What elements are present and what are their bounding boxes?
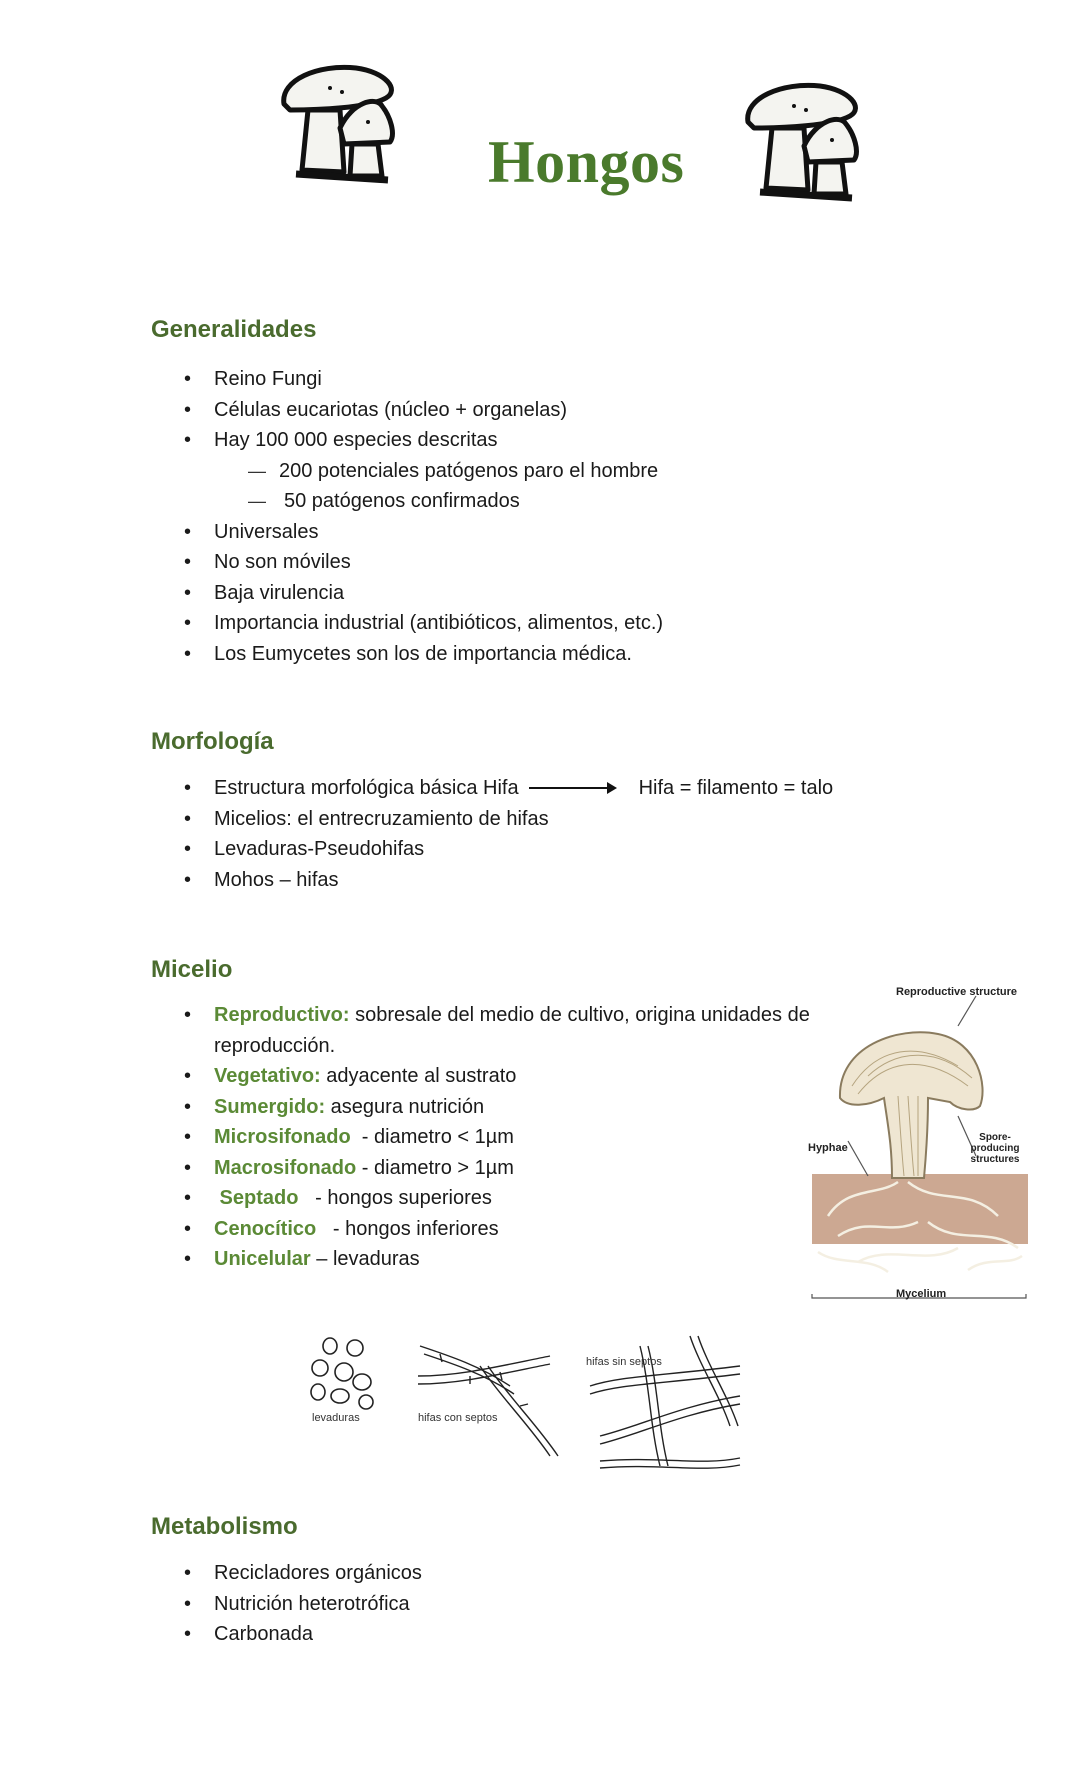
list-item: • Importancia industrial (antibióticos, alimentos, etc.) — [152, 608, 663, 639]
list-item: • Los Eumycetes son los de importancia médica. — [152, 639, 663, 670]
list-item: • Universales — [152, 517, 663, 548]
label-hifas-sin-septos: hifas sin septos — [586, 1356, 662, 1368]
list-item: • Levaduras-Pseudohifas — [152, 834, 833, 865]
list-item: • Carbonada — [152, 1619, 422, 1650]
list-item: • Reproductivo: sobresale del medio de cultivo, origina unidades de reproducción. — [152, 1000, 852, 1061]
list-item: • Reino Fungi — [152, 364, 663, 395]
arrow-result: Hifa = filamento = talo — [638, 777, 834, 799]
list-item: • Sumergido: asegura nutrición — [152, 1092, 852, 1123]
metabolismo-list — [152, 1558, 422, 1650]
sub-list-item: — 200 potenciales patógenos paro el hombre — [152, 456, 663, 487]
list-item: • Baja virulencia — [152, 578, 663, 609]
list-item: • Septado - hongos superiores — [152, 1183, 852, 1214]
mushroom-anatomy-figure — [808, 986, 1048, 1306]
list-item: • Micelios: el entrecruzamiento de hifas — [152, 804, 833, 835]
list-item: • Microsifonado - diametro < 1µm — [152, 1122, 852, 1153]
mushroom-left-icon — [278, 62, 423, 192]
hyphae-types-figure — [300, 1326, 750, 1476]
section-heading-metabolismo: Metabolismo — [151, 1513, 298, 1540]
morfologia-list — [152, 773, 833, 895]
list-item: • Nutrición heterotrófica — [152, 1589, 422, 1620]
micelio-list — [152, 1000, 852, 1275]
sub-list-item: — 50 patógenos confirmados — [152, 486, 663, 517]
label-levaduras: levaduras — [312, 1412, 360, 1424]
list-item: • Células eucariotas (núcleo + organelas) — [152, 395, 663, 426]
arrow-right-icon — [529, 787, 615, 789]
list-item: • Mohos – hifas — [152, 865, 833, 896]
mushroom-right-icon — [742, 80, 887, 210]
list-item: • Hay 100 000 especies descritas — [152, 425, 663, 456]
label-hyphae: Hyphae — [808, 1142, 848, 1154]
list-item: • No son móviles — [152, 547, 663, 578]
list-item: • Vegetativo: adyacente al sustrato — [152, 1061, 852, 1092]
section-heading-morfologia: Morfología — [151, 728, 274, 755]
label-hifas-con-septos: hifas con septos — [418, 1412, 498, 1424]
hyphae-types-drawing — [300, 1326, 750, 1476]
label-reproductive-structure: Reproductive structure — [896, 986, 1018, 998]
section-heading-generalidades: Generalidades — [151, 316, 317, 343]
generalidades-list — [152, 364, 663, 669]
label-mycelium: Mycelium — [896, 1288, 947, 1300]
list-item: • Macrosifonado - diametro > 1µm — [152, 1153, 852, 1184]
list-item: • Cenocítico - hongos inferiores — [152, 1214, 852, 1245]
list-item: • Recicladores orgánicos — [152, 1558, 422, 1589]
section-heading-micelio: Micelio — [151, 956, 233, 983]
list-item: • Estructura morfológica básica Hifa Hifa = filamento = talo — [152, 773, 833, 804]
label-spore-structures: Spore- producing structures — [970, 1132, 1020, 1165]
page-title: Hongos — [488, 129, 685, 195]
list-item: • Unicelular – levaduras — [152, 1244, 852, 1275]
